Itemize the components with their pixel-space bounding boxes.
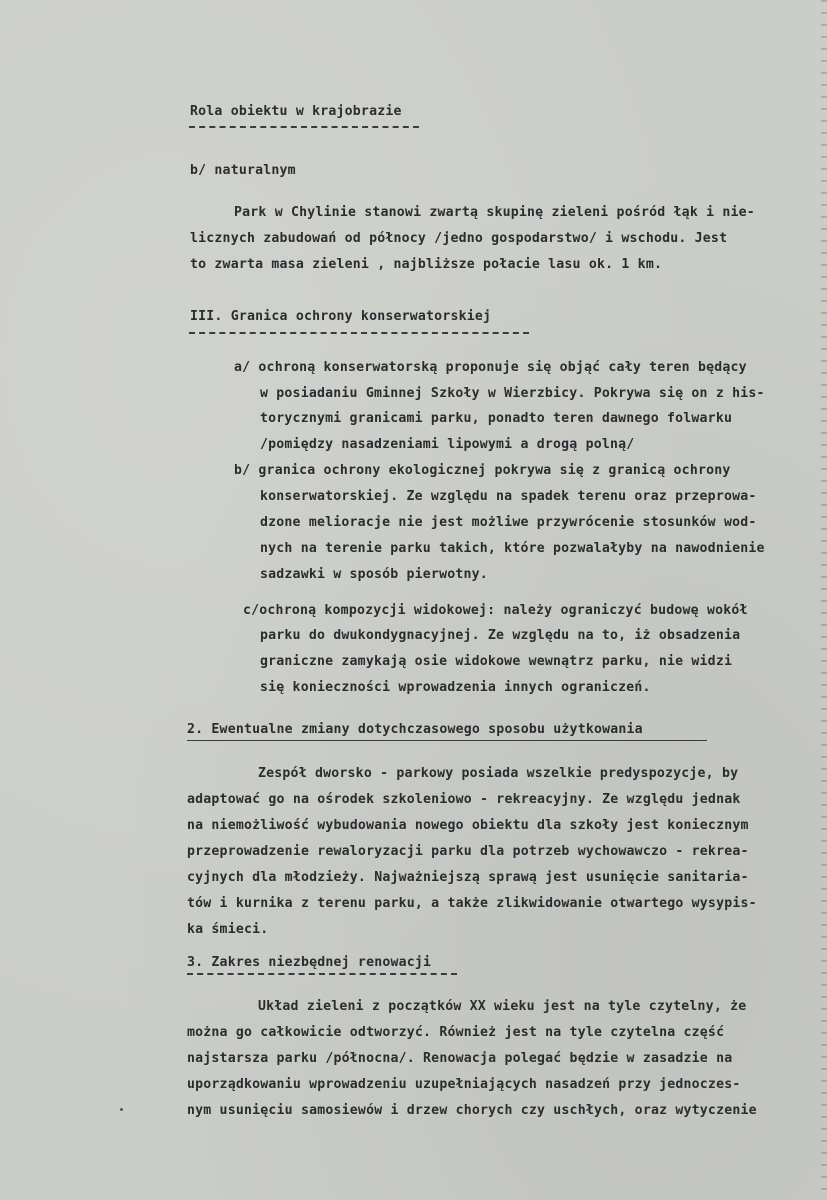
- text-line: Park w Chylinie stanowi zwartą skupinę zieleni pośród łąk i nie-: [234, 205, 755, 220]
- text-line: na niemożliwość wybudowania nowego obiektu dla szkoły jest koniecznym: [187, 818, 749, 833]
- heading-granica: III. Granica ochrony konserwatorskiej: [190, 309, 492, 324]
- heading-rola-underline: [189, 126, 419, 128]
- text-line: ka śmieci.: [187, 922, 269, 937]
- text-line: graniczne zamykają osie widokowe wewnątrz parku, nie widzi: [260, 654, 733, 669]
- text-line: konserwatorskiej. Ze względu na spadek terenu oraz przeprowa-: [260, 489, 757, 504]
- heading-zmiany: 2. Ewentualne zmiany dotychczasowego sposobu użytkowania: [187, 722, 643, 737]
- text-line: Zespół dworsko - parkowy posiada wszelkie predyspozycje, by: [258, 766, 739, 781]
- text-line: sadzawki w sposób pierwotny.: [260, 567, 488, 582]
- text-line: w posiadaniu Gminnej Szkoły w Wierzbicy. Pokrywa się on z his-: [260, 386, 765, 401]
- text-line: adaptować go na ośrodek szkoleniowo - rekreacyjny. Ze względu jednak: [187, 792, 741, 807]
- text-line: się konieczności wprowadzenia innych ograniczeń.: [260, 680, 651, 695]
- text-line: nych na terenie parku takich, które pozwalałyby na nawodnienie: [260, 541, 765, 556]
- text-line: a/ ochroną konserwatorską proponuje się objąć cały teren będący: [234, 360, 747, 375]
- heading-rola: Rola obiektu w krajobrazie: [190, 104, 402, 119]
- text-line: najstarsza parku /północna/. Renowacja polegać będzie w zasadzie na: [187, 1051, 733, 1066]
- text-line: /pomiędzy nasadzeniami lipowymi a drogą polną/: [260, 437, 635, 452]
- text-line: można go całkowicie odtworzyć. Również jest na tyle czytelna część: [187, 1025, 725, 1040]
- text-line: licznych zabudowań od północy /jedno gospodarstwo/ i wschodu. Jest: [190, 231, 728, 246]
- text-line: dzone melioracje nie jest możliwe przywrócenie stosunków wod-: [260, 515, 757, 530]
- text-line: uporządkowaniu wprowadzeniu uzupełniających nasadzeń przy jednoczes-: [187, 1077, 741, 1092]
- margin-mark: [120, 1108, 123, 1111]
- heading-zmiany-underline: [187, 740, 707, 741]
- text-line: przeprowadzenie rewaloryzacji parku dla potrzeb wychowawczo - rekrea-: [187, 844, 749, 859]
- heading-zakres: 3. Zakres niezbędnej renowacji: [187, 955, 432, 970]
- text-line: torycznymi granicami parku, ponadto teren dawnego folwarku: [260, 411, 733, 426]
- subheading-naturalnym: b/ naturalnym: [190, 163, 296, 178]
- text-line: cyjnych dla młodzieży. Najważniejszą sprawą jest usunięcie sanitaria-: [187, 870, 749, 885]
- heading-granica-underline: [189, 332, 529, 334]
- text-line: nym usunięciu samosiewów i drzew chorych czy uschłych, oraz wytyczenie: [187, 1103, 757, 1118]
- perforation-edge: [821, 0, 827, 1200]
- text-line: tów i kurnika z terenu parku, a także zlikwidowanie otwartego wysypis-: [187, 896, 757, 911]
- text-line: c/ochroną kompozycji widokowej: należy ograniczyć budowę wokół: [243, 603, 748, 618]
- text-line: parku do dwukondygnacyjnej. Ze względu na to, iż obsadzenia: [260, 628, 741, 643]
- heading-zakres-underline: [187, 973, 457, 975]
- text-line: to zwarta masa zieleni , najbliższe połacie lasu ok. 1 km.: [190, 257, 663, 272]
- text-line: Układ zieleni z początków XX wieku jest na tyle czytelny, że: [258, 999, 747, 1014]
- text-line: b/ granica ochrony ekologicznej pokrywa się z granicą ochrony: [234, 463, 731, 478]
